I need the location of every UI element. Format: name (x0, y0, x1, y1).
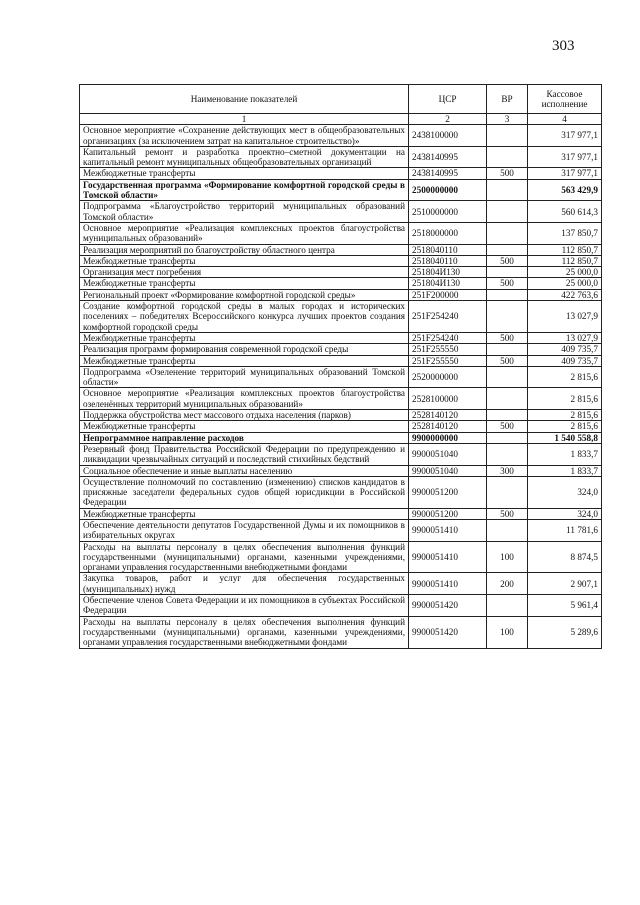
row-name: Подпрограмма «Озеленение территорий муниципальных образований Томской области» (80, 366, 409, 388)
table-row (80, 573, 602, 595)
row-amount: 2 815,6 (528, 410, 602, 421)
row-amount: 317 977,1 (528, 125, 602, 147)
row-name: Межбюджетные трансферты (80, 168, 409, 179)
row-vr-code: 200 (487, 573, 528, 595)
row-csr-code: 9900051200 (409, 476, 487, 508)
row-amount: 5 961,4 (528, 595, 602, 617)
table-row (80, 244, 602, 255)
row-csr-code: 2518000000 (409, 222, 487, 244)
row-amount: 409 735,7 (528, 355, 602, 366)
row-name: Организация мест погребения (80, 267, 409, 278)
table-row (80, 476, 602, 508)
row-amount: 2 815,6 (528, 388, 602, 410)
header-name: Наименование показателей (80, 85, 409, 114)
row-name: Межбюджетные трансферты (80, 278, 409, 289)
row-name: Расходы на выплаты персоналу в целях обеспечения выполнения функций государственными (муниципальными) органами, казенными учреждениями, органами управления государственными внебюджетными фондами (80, 541, 409, 573)
row-name: Межбюджетные трансферты (80, 508, 409, 519)
row-csr-code: 2528140120 (409, 421, 487, 432)
table-row (80, 616, 602, 648)
row-vr-code (487, 289, 528, 300)
row-vr-code (487, 519, 528, 541)
row-amount: 13 027,9 (528, 332, 602, 343)
row-amount: 2 815,6 (528, 421, 602, 432)
row-amount: 137 850,7 (528, 222, 602, 244)
row-csr-code: 2438140995 (409, 168, 487, 179)
row-amount: 324,0 (528, 508, 602, 519)
row-amount: 13 027,9 (528, 301, 602, 333)
row-name: Социальное обеспечение и иные выплаты населению (80, 465, 409, 476)
header-sum: Кассовое исполнение (528, 85, 602, 114)
table-row (80, 443, 602, 465)
row-amount: 324,0 (528, 476, 602, 508)
table-row (80, 432, 602, 443)
row-vr-code (487, 201, 528, 223)
row-csr-code: 251F255550 (409, 355, 487, 366)
row-vr-code (487, 595, 528, 617)
row-vr-code (487, 344, 528, 355)
table-row (80, 465, 602, 476)
row-csr-code: 2438140995 (409, 146, 487, 168)
row-vr-code (487, 366, 528, 388)
row-vr-code (487, 476, 528, 508)
row-vr-code (487, 267, 528, 278)
row-amount: 1 833,7 (528, 443, 602, 465)
row-amount: 317 977,1 (528, 146, 602, 168)
column-index-row (80, 114, 602, 125)
table-row (80, 179, 602, 201)
row-csr-code: 251F200000 (409, 289, 487, 300)
row-amount: 11 781,6 (528, 519, 602, 541)
table-row (80, 366, 602, 388)
row-amount: 112 850,7 (528, 255, 602, 266)
header-row (80, 85, 602, 114)
row-csr-code: 2500000000 (409, 179, 487, 201)
row-name: Межбюджетные трансферты (80, 355, 409, 366)
row-vr-code (487, 179, 528, 201)
table-row (80, 519, 602, 541)
row-name: Создание комфортной городской среды в малых городах и исторических поселениях – победителях Всероссийского конкурса лучших проектов создания комфортной городской среды (80, 301, 409, 333)
row-csr-code: 251804И130 (409, 278, 487, 289)
table-row (80, 267, 602, 278)
row-name: Непрограммное направление расходов (80, 432, 409, 443)
table-row (80, 255, 602, 266)
table-row (80, 410, 602, 421)
row-name: Расходы на выплаты персоналу в целях обеспечения выполнения функций государственными (муниципальными) органами, казенными учреждениями, органами управления государственными внебюджетными фондами (80, 616, 409, 648)
column-index: 4 (528, 114, 602, 125)
header-csr: ЦСР (409, 85, 487, 114)
row-vr-code: 500 (487, 255, 528, 266)
row-vr-code: 300 (487, 465, 528, 476)
row-amount: 409 735,7 (528, 344, 602, 355)
row-csr-code: 2528140120 (409, 410, 487, 421)
row-csr-code: 2510000000 (409, 201, 487, 223)
row-name: Капитальный ремонт и разработка проектно–сметной документации на капитальный ремонт муниципальных общеобразовательных организаций (80, 146, 409, 168)
row-csr-code: 251F254240 (409, 301, 487, 333)
row-csr-code: 251F254240 (409, 332, 487, 343)
row-vr-code (487, 301, 528, 333)
row-csr-code: 9900051040 (409, 443, 487, 465)
row-vr-code: 100 (487, 616, 528, 648)
row-amount: 5 289,6 (528, 616, 602, 648)
table-row (80, 289, 602, 300)
row-csr-code: 9900051420 (409, 616, 487, 648)
row-amount: 25 000,0 (528, 278, 602, 289)
table-row (80, 278, 602, 289)
table-row (80, 125, 602, 147)
row-amount: 25 000,0 (528, 267, 602, 278)
row-csr-code: 2520000000 (409, 366, 487, 388)
row-vr-code (487, 410, 528, 421)
row-csr-code: 251804И130 (409, 267, 487, 278)
row-vr-code: 100 (487, 541, 528, 573)
row-csr-code: 9900051420 (409, 595, 487, 617)
row-vr-code (487, 432, 528, 443)
row-vr-code: 500 (487, 278, 528, 289)
row-csr-code: 9900051040 (409, 465, 487, 476)
row-csr-code: 2438100000 (409, 125, 487, 147)
row-csr-code: 251F255550 (409, 344, 487, 355)
row-amount: 422 763,6 (528, 289, 602, 300)
row-csr-code: 2518040110 (409, 255, 487, 266)
row-amount: 2 907,1 (528, 573, 602, 595)
column-index: 1 (80, 114, 409, 125)
row-vr-code (487, 388, 528, 410)
row-amount: 563 429,9 (528, 179, 602, 201)
table-row (80, 168, 602, 179)
table-body (80, 125, 602, 648)
row-csr-code: 9900051410 (409, 573, 487, 595)
row-name: Обеспечение деятельности депутатов Государственной Думы и их помощников в избирательных округах (80, 519, 409, 541)
table-row (80, 421, 602, 432)
table-row (80, 595, 602, 617)
row-vr-code (487, 443, 528, 465)
row-name: Осуществление полномочий по составлению (изменению) списков кандидатов в присяжные заседатели федеральных судов общей юрисдикции в Российской Федерации (80, 476, 409, 508)
table-row (80, 201, 602, 223)
row-vr-code: 500 (487, 168, 528, 179)
table-row (80, 301, 602, 333)
table-row (80, 388, 602, 410)
row-amount: 112 850,7 (528, 244, 602, 255)
row-name: Основное мероприятие «Реализация комплексных проектов благоустройства озеленённых территорий муниципальных образований» (80, 388, 409, 410)
row-amount: 8 874,5 (528, 541, 602, 573)
table-row (80, 344, 602, 355)
row-vr-code: 500 (487, 332, 528, 343)
row-vr-code (487, 125, 528, 147)
table-row (80, 332, 602, 343)
table-row (80, 508, 602, 519)
row-amount: 1 833,7 (528, 465, 602, 476)
row-csr-code: 9900051410 (409, 519, 487, 541)
table-row (80, 541, 602, 573)
row-amount: 2 815,6 (528, 366, 602, 388)
row-name: Реализация мероприятий по благоустройству областного центра (80, 244, 409, 255)
column-index: 3 (487, 114, 528, 125)
row-amount: 560 614,3 (528, 201, 602, 223)
table-row (80, 146, 602, 168)
table-row (80, 222, 602, 244)
row-amount: 1 540 558,8 (528, 432, 602, 443)
row-csr-code: 2518040110 (409, 244, 487, 255)
row-name: Закупка товаров, работ и услуг для обеспечения государственных (муниципальных) нужд (80, 573, 409, 595)
row-name: Межбюджетные трансферты (80, 255, 409, 266)
row-amount: 317 977,1 (528, 168, 602, 179)
row-csr-code: 9900000000 (409, 432, 487, 443)
table-row (80, 355, 602, 366)
row-name: Обеспечение членов Совета Федерации и их помощников в субъектах Российской Федерации (80, 595, 409, 617)
row-name: Подпрограмма «Благоустройство территорий муниципальных образований Томской области» (80, 201, 409, 223)
row-name: Межбюджетные трансферты (80, 421, 409, 432)
row-name: Резервный фонд Правительства Российской Федерации по предупреждению и ликвидации чрезвычайных ситуаций и последствий стихийных бедствий (80, 443, 409, 465)
row-name: Реализация программ формирования современной городской среды (80, 344, 409, 355)
row-name: Основное мероприятие «Реализация комплексных проектов благоустройства муниципальных образований» (80, 222, 409, 244)
row-vr-code (487, 222, 528, 244)
row-name: Межбюджетные трансферты (80, 332, 409, 343)
row-name: Региональный проект «Формирование комфортной городской среды» (80, 289, 409, 300)
column-index: 2 (409, 114, 487, 125)
row-vr-code: 500 (487, 421, 528, 432)
page-number: 303 (552, 38, 575, 54)
row-name: Основное мероприятие «Сохранение действующих мест в общеобразовательных организациях (за исключением затрат на капитальное строительство)» (80, 125, 409, 147)
row-vr-code: 500 (487, 355, 528, 366)
row-csr-code: 9900051410 (409, 541, 487, 573)
row-vr-code: 500 (487, 508, 528, 519)
row-csr-code: 2528100000 (409, 388, 487, 410)
row-name: Государственная программа «Формирование комфортной городской среды в Томской области» (80, 179, 409, 201)
header-vr: ВР (487, 85, 528, 114)
row-csr-code: 9900051200 (409, 508, 487, 519)
row-vr-code (487, 244, 528, 255)
budget-table (79, 84, 602, 649)
row-name: Поддержка обустройства мест массового отдыха населения (парков) (80, 410, 409, 421)
row-vr-code (487, 146, 528, 168)
